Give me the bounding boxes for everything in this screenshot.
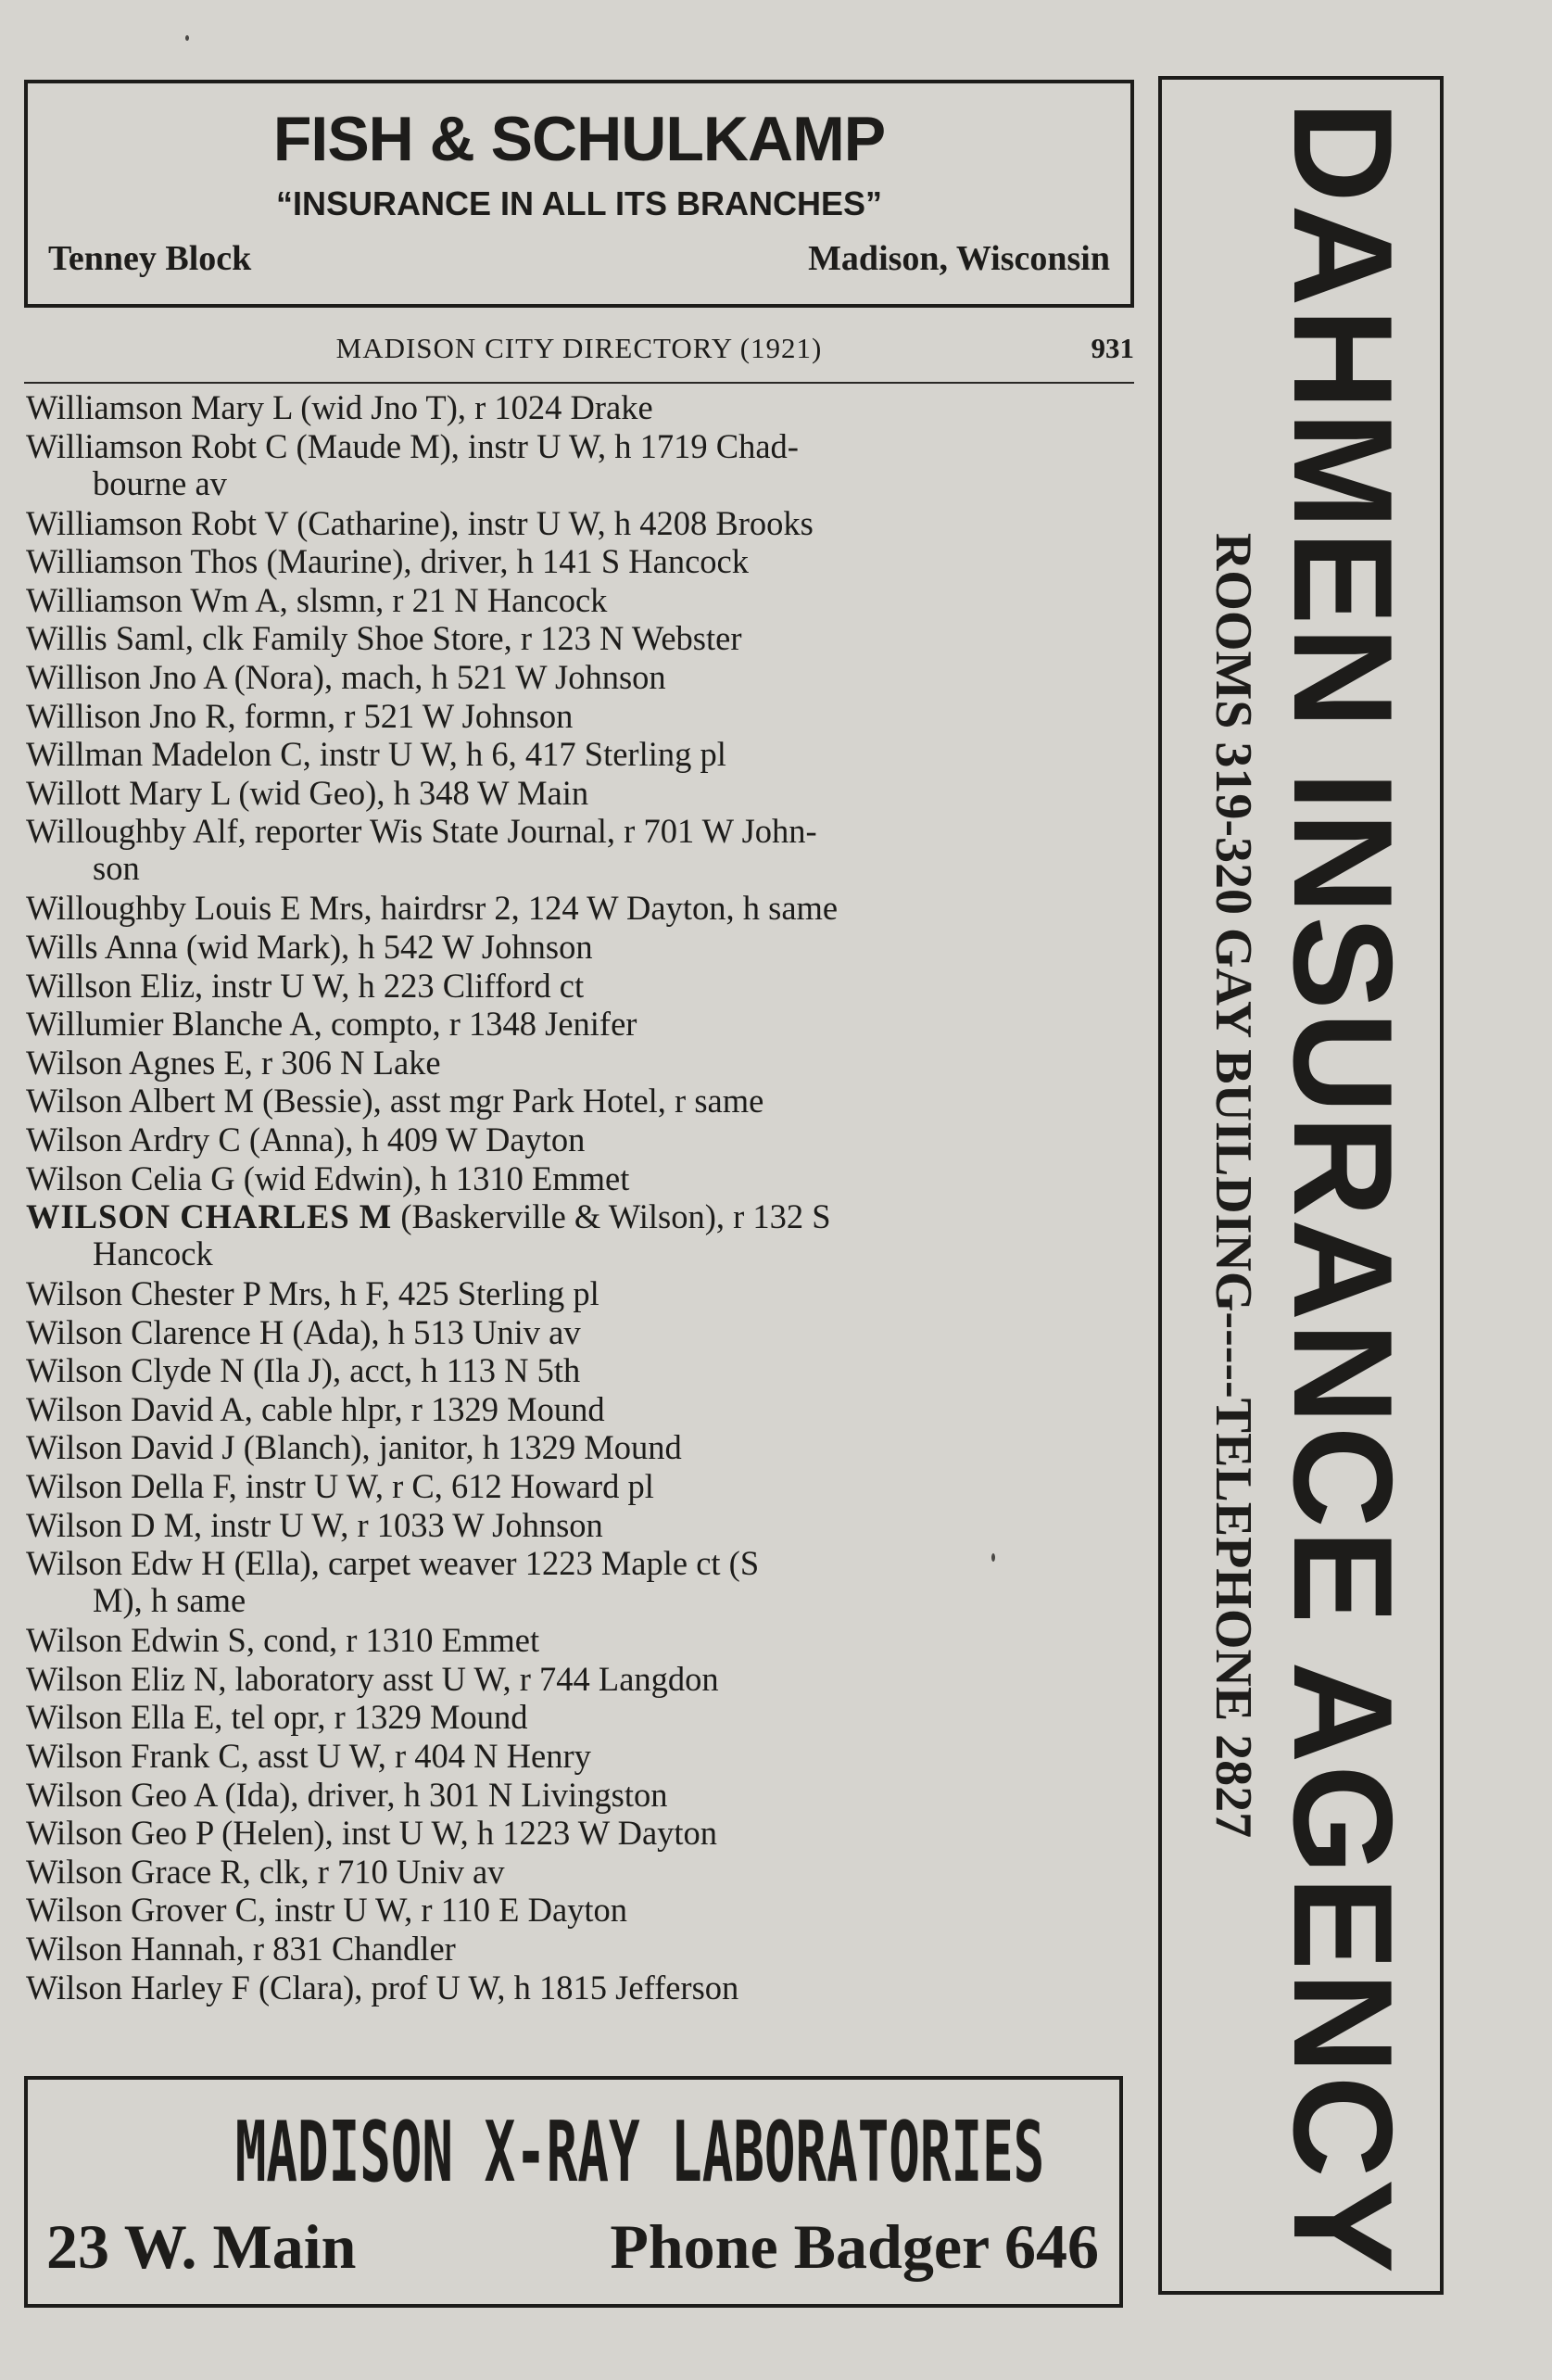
entry-text — [26, 505, 814, 542]
directory-entry — [26, 582, 1134, 621]
directory-entry — [26, 1198, 1134, 1275]
directory-entry — [26, 1275, 1134, 1314]
entry-main-text: Wilson D M, instr U W, r 1033 W Johnson — [26, 1506, 603, 1544]
directory-entry — [26, 1777, 1134, 1816]
entry-main-text: Willis Saml, clk Family Shoe Store, r 123 N Webster — [26, 620, 742, 658]
entry-text — [26, 1661, 719, 1698]
entry-text — [26, 1429, 682, 1466]
entry-text — [26, 968, 584, 1005]
entry-text — [26, 736, 726, 773]
entry-continuation: M), h same — [93, 1581, 246, 1620]
entry-main-text: Wilson Clyde N (Ila J), acct, h 113 N 5th — [26, 1352, 581, 1390]
directory-entry — [26, 1622, 1134, 1661]
directory-entry — [26, 775, 1134, 814]
entry-text — [26, 1198, 831, 1235]
entry-text — [26, 543, 749, 580]
entry-text — [26, 1352, 580, 1389]
advertiser-city: Madison, Wisconsin — [808, 239, 1110, 278]
directory-entry — [26, 1352, 1134, 1391]
entry-main-text: Wilson Eliz N, laboratory asst U W, r 744 Langdon — [26, 1660, 719, 1698]
entry-text — [26, 775, 588, 812]
entry-main-text: Willumier Blanche A, compto, r 1348 Jenifer — [26, 1006, 637, 1044]
entry-text — [26, 1699, 527, 1736]
entry-main-text: Wilson Grover C, instr U W, r 110 E Dayton — [26, 1892, 628, 1930]
directory-entry — [26, 543, 1134, 582]
entry-main-text: Willman Madelon C, instr U W, h 6, 417 Sterling pl — [26, 736, 726, 774]
paper-speck — [991, 1553, 995, 1562]
directory-entry — [26, 505, 1134, 544]
entry-main-text: (Baskerville & Wilson), r 132 S — [392, 1198, 831, 1236]
directory-entry — [26, 698, 1134, 737]
directory-entry — [26, 389, 1134, 428]
directory-entry — [26, 1699, 1134, 1738]
fish-schulkamp-advertisement — [24, 80, 1134, 308]
dahmen-insurance-advertisement — [1158, 76, 1444, 2295]
entry-text — [26, 428, 799, 465]
entry-text — [26, 1545, 759, 1582]
entry-text — [26, 813, 817, 850]
entry-text — [26, 1969, 738, 2007]
directory-entry — [26, 1815, 1134, 1854]
entry-main-text: Wills Anna (wid Mark), h 542 W Johnson — [26, 928, 593, 966]
entry-main-text: Wilson Geo P (Helen), inst U W, h 1223 W Dayton — [26, 1815, 718, 1853]
entry-text — [26, 1468, 654, 1505]
entry-main-text: Willson Eliz, instr U W, h 223 Clifford ct — [26, 967, 585, 1005]
entry-text — [26, 1892, 627, 1929]
advertiser-building: Tenney Block — [48, 239, 252, 278]
entry-main-text: Williamson Thos (Maurine), driver, h 141 S Hancock — [26, 543, 749, 581]
entry-text — [26, 1314, 581, 1351]
advertiser-name: FISH & SCHULKAMP — [272, 104, 886, 174]
entry-text — [26, 1507, 603, 1544]
entry-main-text: Wilson Clarence H (Ada), h 513 Univ av — [26, 1313, 581, 1351]
entry-text — [26, 1931, 456, 1968]
entry-main-text: Wilson Agnes E, r 306 N Lake — [26, 1044, 441, 1082]
entry-main-text: Willison Jno R, formn, r 521 W Johnson — [26, 697, 574, 735]
entry-text — [26, 1044, 441, 1082]
entry-text — [26, 1160, 629, 1197]
advertiser-address: 23 W. Main — [46, 2211, 357, 2282]
directory-entry — [26, 890, 1134, 929]
entry-main-text: Wilson Edwin S, cond, r 1310 Emmet — [26, 1622, 540, 1660]
directory-entry — [26, 620, 1134, 659]
directory-entry — [26, 1738, 1134, 1777]
directory-entry — [26, 428, 1134, 505]
entry-continuation: bourne av — [93, 463, 227, 502]
entry-main-text: Wilson Chester P Mrs, h F, 425 Sterling pl — [26, 1275, 599, 1313]
entry-text — [26, 1391, 605, 1428]
entry-main-text: Wilson Ella E, tel opr, r 1329 Mound — [26, 1699, 528, 1737]
advertiser-name: MADISON X-RAY LABORATORIES — [234, 2104, 1045, 2201]
directory-entry — [26, 1507, 1134, 1546]
advertiser-phone: Phone Badger 646 — [610, 2211, 1099, 2282]
entry-text — [26, 1815, 717, 1852]
rotated-ad-content — [1167, 101, 1435, 2275]
entry-text — [26, 1777, 668, 1814]
directory-entry — [26, 1931, 1134, 1969]
entry-main-text: Wilson Celia G (wid Edwin), h 1310 Emmet — [26, 1159, 630, 1197]
running-header — [24, 330, 1134, 367]
entry-text — [26, 1275, 599, 1312]
entry-text — [26, 582, 607, 619]
entry-main-text: Williamson Wm A, slsmn, r 21 N Hancock — [26, 581, 608, 619]
entry-text — [26, 698, 573, 735]
entry-main-text: Wilson Frank C, asst U W, r 404 N Henry — [26, 1738, 591, 1776]
directory-entry — [26, 1314, 1134, 1353]
entry-main-text: Williamson Robt C (Maude M), instr U W, h 1719 Chad- — [26, 427, 799, 465]
directory-entry — [26, 1969, 1134, 2008]
xray-laboratories-advertisement — [24, 2076, 1123, 2308]
entry-main-text: Wilson Harley F (Clara), prof U W, h 1815 Jefferson — [26, 1969, 739, 2007]
entry-main-text: Wilson Edw H (Ella), carpet weaver 1223 Maple ct (S — [26, 1545, 760, 1583]
entry-text — [26, 1006, 637, 1043]
entry-main-text: Wilson David A, cable hlpr, r 1329 Mound — [26, 1390, 605, 1428]
directory-entry — [26, 813, 1134, 890]
entry-continuation: son — [93, 849, 140, 888]
entry-main-text: Willoughby Louis E Mrs, hairdrsr 2, 124 W Dayton, h same — [26, 890, 839, 928]
directory-entry — [26, 1468, 1134, 1507]
entry-text — [26, 389, 653, 426]
entry-main-text: Wilson Geo A (Ida), driver, h 301 N Livingston — [26, 1776, 668, 1814]
entry-text — [26, 1082, 763, 1120]
entry-main-text: Willott Mary L (wid Geo), h 348 W Main — [26, 774, 589, 812]
agency-name: DAHMEN INSURANCE AGENCY — [1264, 101, 1421, 2275]
entry-text — [26, 1854, 505, 1891]
entry-main-text: Wilson Hannah, r 831 Chandler — [26, 1931, 456, 1968]
page-number: 931 — [1091, 332, 1134, 364]
directory-entry — [26, 659, 1134, 698]
directory-entry — [26, 1160, 1134, 1199]
advertiser-tagline: “INSURANCE IN ALL ITS BRANCHES” — [275, 184, 883, 222]
entry-text — [26, 620, 742, 657]
entry-main-text: Wilson David J (Blanch), janitor, h 1329 Mound — [26, 1429, 682, 1467]
entry-text — [26, 1121, 585, 1158]
entry-main-text: Willison Jno A (Nora), mach, h 521 W Johnson — [26, 658, 666, 696]
directory-listing — [26, 389, 1134, 2007]
directory-entry — [26, 736, 1134, 775]
entry-text — [26, 890, 838, 927]
entry-main-text: Wilson Albert M (Bessie), asst mgr Park Hotel, r same — [26, 1082, 764, 1120]
header-rule — [24, 382, 1134, 384]
directory-title: MADISON CITY DIRECTORY (1921) — [335, 332, 823, 364]
entry-text — [26, 1738, 591, 1775]
directory-entry — [26, 1429, 1134, 1468]
entry-main-text: Wilson Ardry C (Anna), h 409 W Dayton — [26, 1120, 586, 1158]
entry-main-text: Willoughby Alf, reporter Wis State Journal, r 701 W John- — [26, 813, 817, 851]
entry-text — [26, 929, 593, 966]
directory-entry — [26, 1044, 1134, 1083]
directory-entry — [26, 1121, 1134, 1160]
directory-entry — [26, 1545, 1134, 1622]
entry-main-text: Wilson Grace R, clk, r 710 Univ av — [26, 1853, 505, 1891]
entry-text — [26, 1622, 539, 1659]
agency-details: ROOMS 319-320 GAY BUILDING-----TELEPHONE 2827 — [1205, 532, 1262, 1839]
directory-entry — [26, 1082, 1134, 1121]
entry-continuation: Hancock — [93, 1234, 213, 1273]
directory-entry — [26, 1006, 1134, 1044]
directory-entry — [26, 968, 1134, 1006]
directory-entry — [26, 1854, 1134, 1893]
directory-entry — [26, 1661, 1134, 1700]
directory-entry — [26, 929, 1134, 968]
entry-main-text: Williamson Robt V (Catharine), instr U W, h 4208 Brooks — [26, 504, 814, 542]
entry-main-text: Williamson Mary L (wid Jno T), r 1024 Drake — [26, 389, 653, 426]
entry-main-text: Wilson Della F, instr U W, r C, 612 Howard pl — [26, 1468, 654, 1506]
entry-text — [26, 659, 666, 696]
entry-bold-name: WILSON CHARLES M — [26, 1198, 393, 1236]
directory-entry — [26, 1391, 1134, 1430]
paper-speck — [185, 35, 189, 41]
directory-entry — [26, 1892, 1134, 1931]
